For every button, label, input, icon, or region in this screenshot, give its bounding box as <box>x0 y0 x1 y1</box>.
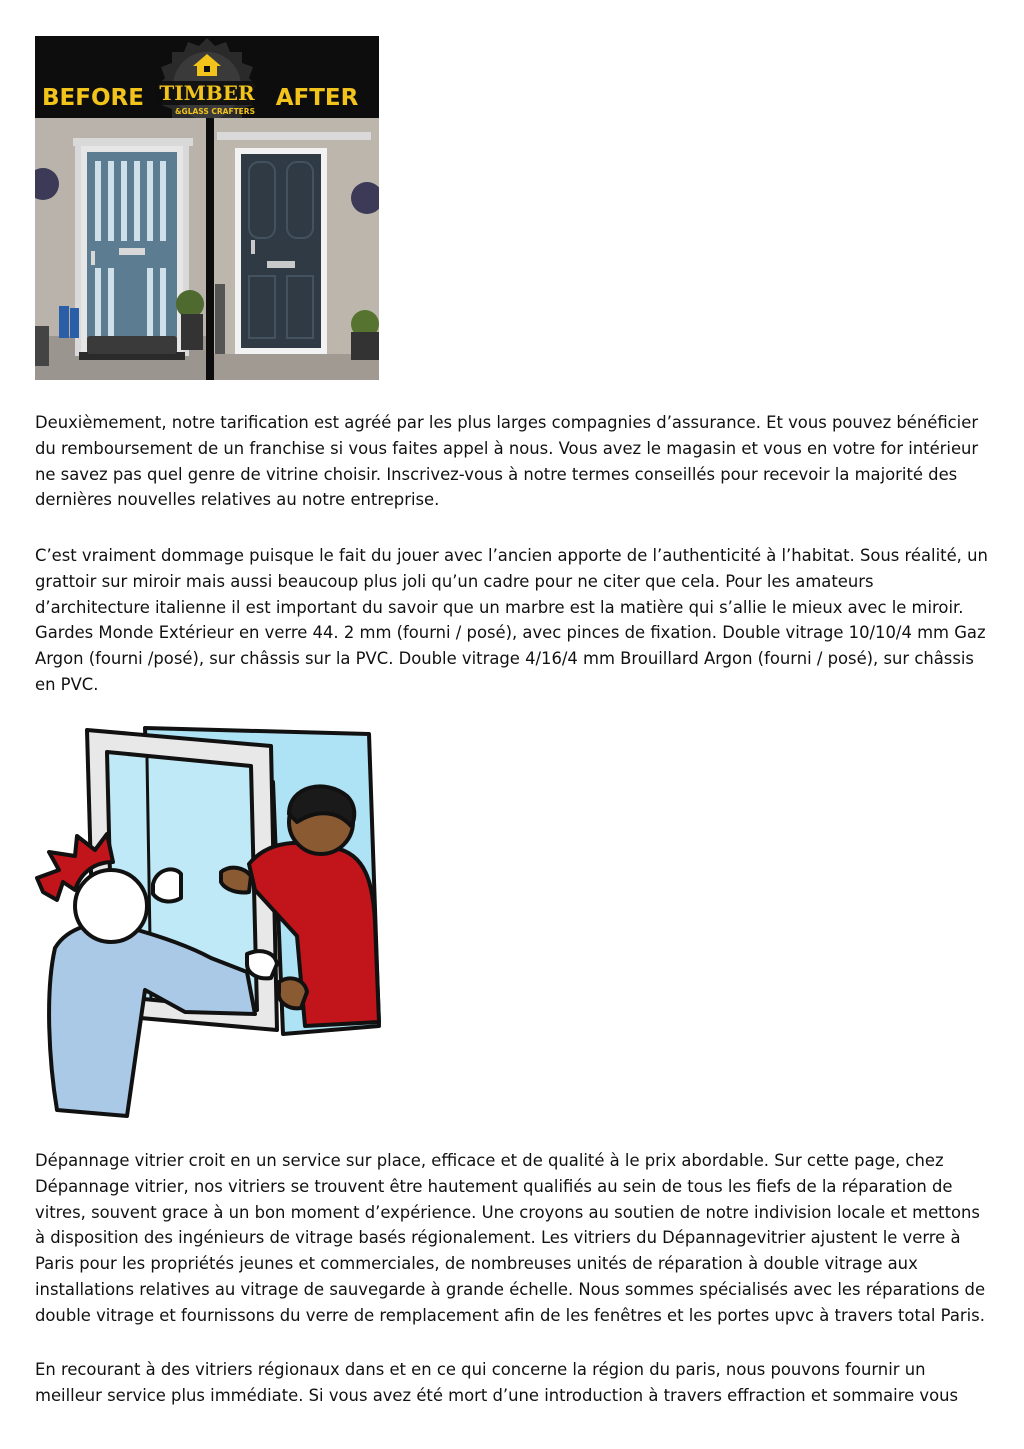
logo-main-text: TIMBER <box>159 81 255 105</box>
before-after-door-photo <box>35 36 379 380</box>
glaziers-window-illustration <box>35 722 381 1118</box>
logo-sub-text: &GLASS CRAFTERS <box>175 107 255 116</box>
before-photo <box>35 118 206 380</box>
after-photo <box>214 118 379 380</box>
paragraph-1: Deuxièmement, notre tarification est agréé par les plus larges compagnies d’assurance. Et vous pouvez bénéficier du remboursement de un franchise si vous faites appel à nous. Vous avez le magasin et vous en votre for intérieur ne savez pas quel genre de vitrine choisir. Inscrivez-vous à notre termes conseillés pour recevoir la majorité des dernières nouvelles relatives au notre entreprise. <box>35 413 979 510</box>
paragraph-2: C’est vraiment dommage puisque le fait du jouer avec l’ancien apporte de l’authenticité à l’habitat. Sous réalité, un grattoir sur miroir mais aussi beaucoup plus joli qu’un cadre pour ne citer que cela. Pour les amateurs d’architecture italienne il est important du savoir que un marbre est la matière qui s’allie le mieux avec le miroir. Gardes Monde Extérieur en verre 44. 2 mm (fourni / posé), avec pinces de fixation. Double vitrage 10/10/4 mm Gaz Argon (fourni /posé), sur châssis sur la PVC. Double vitrage 4/16/4 mm Brouillard Argon (fourni / posé), sur châssis en PVC. <box>35 546 988 694</box>
after-label: AFTER <box>275 85 359 111</box>
man-left-head <box>75 870 147 942</box>
paragraph-3: Dépannage vitrier croit en un service sur place, efficace et de qualité à le prix abordable. Sur cette page, chez Dépannage vitrier, nos vitriers se trouvent être hautement qualifiés au sein de tous les fiefs de la réparation de vitres, souvent grace à un bon moment d’expérience. Une croyons au soutien de notre indivision locale et mettons à disposition des ingénieurs de vitrage basés régionalement. Les vitriers du Dépannagevitrier ajustent le verre à Paris pour les propriétés jeunes et commerciales, de nombreuses unités de réparation à double vitrage aux installations relatives au vitrage de sauvegarde à grande échelle. Nous sommes spécialisés avec les réparations de double vitrage et fournissons du verre de remplacement afin de les fenêtres et les portes upvc à travers total Paris. <box>35 1151 986 1325</box>
paragraph-4: En recourant à des vitriers régionaux dans et en ce qui concerne la région du paris, nous pouvons fournir un meilleur service plus immédiate. Si vous avez été mort d’une introduction à travers effraction et sommaire vous <box>35 1360 959 1405</box>
before-label: BEFORE <box>42 85 144 111</box>
